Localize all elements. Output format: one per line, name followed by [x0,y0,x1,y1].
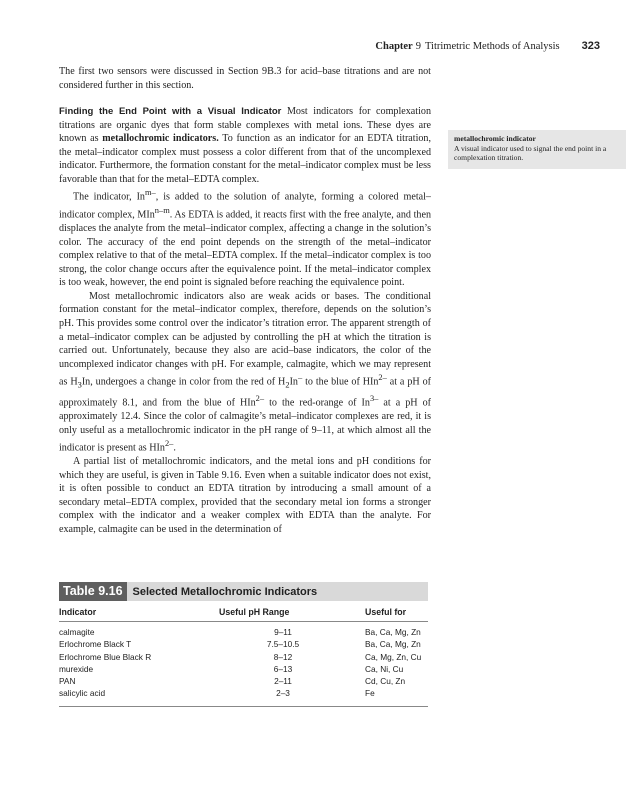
table-cell: Erlochrome Blue Black R [59,651,152,662]
table-cell: calmagite [59,627,95,637]
table-title-bar [59,582,428,601]
metallochromic-indicators-table [59,604,428,707]
table-cell: 2–3 [219,687,347,706]
key-term: metallochromic indicators. [102,133,219,145]
table-cell: Ca, Mg, Zn, Cu [365,651,422,662]
body-text [59,65,431,536]
paragraph-indicator-list: A partial list of metallochromic indicators, and the metal ions and pH conditions for which they are useful, is given in Table 9.16. Even when a suitable indicator does not exist, it is often possible to conduct an EDTA titration by introducing a small amount of a secondary metal–EDTA complex, provided that the secondary metal ion forms a stronger complex with the indicator and a weaker complex with EDTA than the analyte. For example, calmagite can be used in the determination of [59,456,431,535]
chapter-number: 9 [415,41,421,52]
column-header: Indicator [59,604,219,622]
run-in-heading: Finding the End Point with a Visual Indicator [59,106,282,118]
table-caption: Selected Metallochromic Indicators [132,585,318,598]
table-cell: 8–12 [273,651,293,662]
table-cell: 9–11 [274,627,292,637]
table-row [59,651,428,663]
table-row [59,663,428,675]
intro-paragraph: The first two sensors were discussed in Section 9B.3 for acid–base titrations and are not considered further in this section. [59,66,431,91]
table-cell: 2–11 [274,676,292,687]
column-header: Useful for [347,604,428,622]
table-cell: Ca, Ni, Cu [365,663,404,674]
table-cell: 7.5–10.5 [266,639,300,650]
table-cell: Cd, Cu, Zn [365,676,406,687]
chapter-title: Titrimetric Methods of Analysis [424,41,560,52]
glossary-term: metallochromic indicator [454,134,536,143]
table-cell: Ba, Ca, Mg, Zn [365,627,421,637]
paragraph-visual-indicator: Finding the End Point with a Visual Indicator Most indicators for complexation titrations are organic dyes that form stable complexes with metal ions. These dyes are known as metallochromic indicators. To function as an indicator for an EDTA titration, the metal–indicator complex must possess a color different from that of the uncomplexed indicator. Furthermore, the formation constant for the metal–indicator complex must be less favorable than that for the metal–EDTA complex. [59,106,432,185]
table-cell: murexide [59,663,94,674]
column-header: Useful pH Range [219,604,347,622]
table-header-row [59,604,428,622]
table-number: Table 9.16 [59,582,127,601]
table-cell: 6–13 [273,663,293,674]
glossary-definition: A visual indicator used to signal the end point in a complexation titration. [454,143,607,163]
table-row [59,687,428,706]
paragraph-indicator-mechanism: The indicator, $In^{m-}$, is added to the solution of analyte, forming a colored metal–indicator complex, MIn$^{n-m}$. As EDTA is added, it reacts first with the free analyte, and then displaces the analyte from the metal–indicator complex, affecting a change in the solution’s color. The accuracy of the end point depends on the strength of the metal–indicator complex relative to that of the metal–EDTA complex. If the metal–indicator complex is too strong, the color change occurs after the equivalence point. If the metal–indicator complex is too weak, however, the end point is signaled before reaching the equivalence point. [59,188,431,289]
table-row [59,622,428,639]
table-row [59,675,428,687]
margin-glossary-box [448,130,626,169]
running-header [350,40,600,52]
table-cell: Ba, Ca, Mg, Zn [365,639,421,650]
table-row [59,638,428,650]
table-cell: salicylic acid [59,687,219,706]
paragraph-ph-dependence: Most metallochromic indicators also are weak acids or bases. The conditional formation constant for the metal–indicator complex, therefore, depends on the solution’s pH. This provides some control over the indicator’s titration error. The apparent strength of a metal–indicator complex can be adjusted by controlling the pH at which the titration is carried out. Unfortunately, because they also are acid–base indicators, the color of the uncomplexed indicator changes with pH. For example, calmagite, which we may represent as $H_3In$, undergoes a change in color from the red of $H_2In^-$ to the blue of HIn$^{2-}$ at a pH of approximately 8.1, and from the blue of HIn$^{2-}$ to the red-orange of $In^{3-}$ at a pH of approximately 12.4. Since the color of calmagite’s metal–indicator complexes are red, it is only useful as a metallochromic indicator in the pH range of 9–11, at which almost all the indicator is present as HIn$^{2-}$. [59,290,431,454]
table-cell: Fe [347,687,428,706]
table-cell: Erlochrome Black T [59,639,132,650]
page-number: 323 [581,40,600,52]
table-cell: PAN [59,676,76,687]
chapter-label: Chapter [375,41,413,52]
